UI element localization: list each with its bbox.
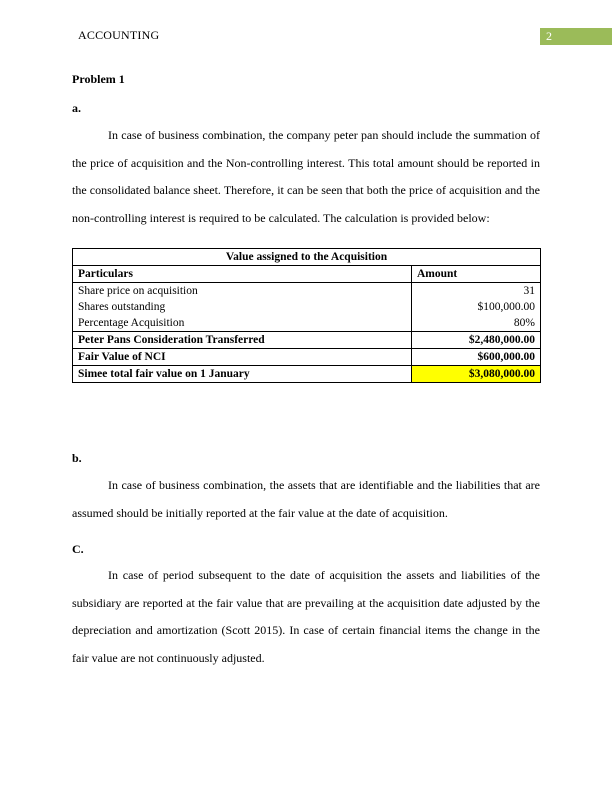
part-c-label: C. bbox=[72, 542, 84, 556]
row-value: $100,000.00 bbox=[412, 299, 541, 315]
part-c-paragraph: In case of period subsequent to the date of acquisition the assets and liabilities of the subsidiary are reported at the fair value that are prevailing at the acquisition date adjusted by the depreciation and amortization (Scott 2015). In case of certain financial items the change in the fair value are not continuously adjusted. bbox=[72, 568, 540, 665]
page-number: 2 bbox=[540, 28, 612, 45]
row-label: Percentage Acquisition bbox=[73, 315, 412, 332]
part-a-label: a. bbox=[72, 101, 81, 115]
table-title-row bbox=[73, 249, 541, 266]
table-row bbox=[73, 283, 541, 300]
page-header-title: ACCOUNTING bbox=[78, 28, 160, 42]
table-total-row bbox=[73, 349, 541, 366]
total-value: $600,000.00 bbox=[412, 349, 541, 366]
row-value: 80% bbox=[412, 315, 541, 332]
table-header-row bbox=[73, 266, 541, 283]
total-label: Simee total fair value on 1 January bbox=[73, 366, 412, 383]
table-total-row bbox=[73, 366, 541, 383]
table-title: Value assigned to the Acquisition bbox=[73, 249, 541, 266]
table-row bbox=[73, 315, 541, 332]
row-label: Share price on acquisition bbox=[73, 283, 412, 300]
total-label: Peter Pans Consideration Transferred bbox=[73, 332, 412, 349]
column-header-particulars: Particulars bbox=[73, 266, 412, 283]
part-b-label: b. bbox=[72, 451, 82, 465]
total-label: Fair Value of NCI bbox=[73, 349, 412, 366]
total-value: $2,480,000.00 bbox=[412, 332, 541, 349]
part-a-paragraph: In case of business combination, the company peter pan should include the summation of the price of acquisition and the Non-controlling interest. This total amount should be reported in the consolidated balance sheet. Therefore, it can be seen that both the price of acquisition and the non-controlling interest is required to be calculated. The calculation is provided below: bbox=[72, 128, 540, 225]
column-header-amount: Amount bbox=[412, 266, 541, 283]
highlighted-total-value: $3,080,000.00 bbox=[412, 366, 541, 383]
section-title: Problem 1 bbox=[72, 72, 125, 86]
table-row bbox=[73, 299, 541, 315]
acquisition-value-table bbox=[72, 248, 541, 383]
row-label: Shares outstanding bbox=[73, 299, 412, 315]
row-value: 31 bbox=[412, 283, 541, 300]
part-b-paragraph: In case of business combination, the assets that are identifiable and the liabilities that are assumed should be initially reported at the fair value at the date of acquisition. bbox=[72, 478, 540, 520]
table-total-row bbox=[73, 332, 541, 349]
